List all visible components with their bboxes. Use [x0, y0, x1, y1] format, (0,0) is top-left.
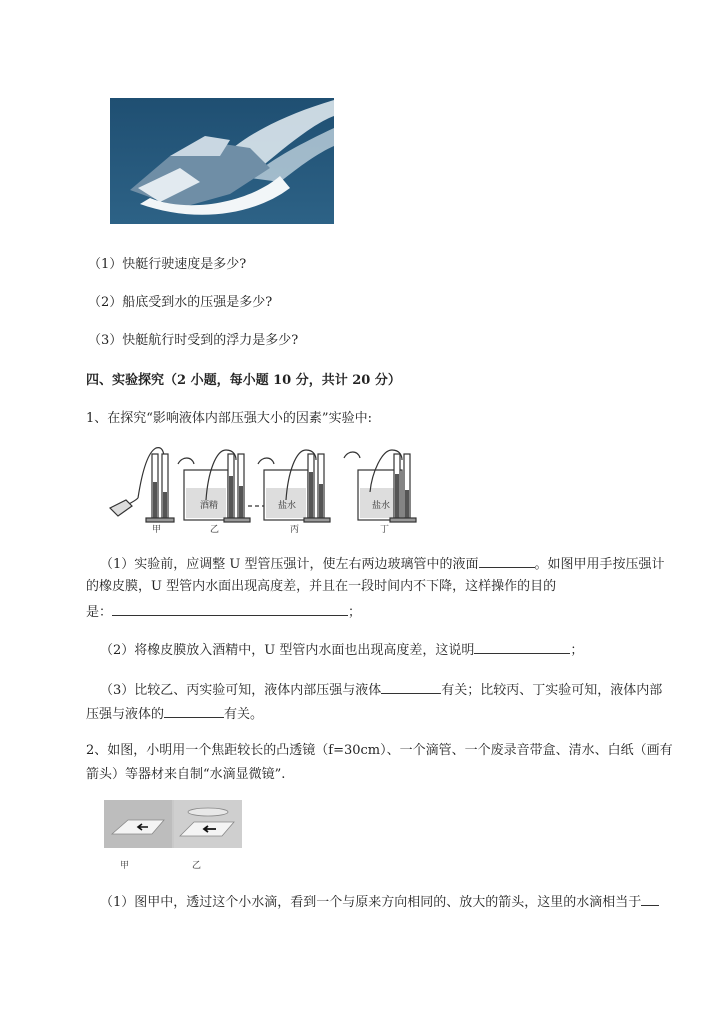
answer-blank[interactable]: [641, 892, 659, 906]
pressure-gauge-figure: [108, 442, 420, 535]
answer-blank[interactable]: [474, 640, 570, 654]
question-2-line1: 2、如图，小明用一个焦距较长的凸透镜（f=30cm）、一个滴管、一个废录音带盒、清水、白纸（画有: [86, 743, 673, 758]
subquestion-pressure: （2）船底受到水的压强是多少?: [88, 295, 273, 310]
q1-part1-line2: 的橡皮膜，U 型管内水面出现高度差，并且在一段时间内不下降，这样操作的目的: [86, 579, 557, 594]
subquestion-speed: （1）快艇行驶速度是多少?: [88, 257, 247, 272]
water-drop-figure: [104, 800, 242, 848]
answer-blank[interactable]: [381, 680, 441, 694]
question-2-line2: 箭头）等器材来自制“水滴显微镜”.: [86, 767, 286, 782]
figure-label-bing: 丙: [290, 525, 300, 535]
q1-part3-line1: （3）比较乙、丙实验可知，液体内部压强与液体 有关；比较丙、丁实验可知，液体内部: [100, 680, 700, 700]
beaker-label-yi: 酒精: [200, 501, 219, 511]
figure-label-jia: 甲: [152, 525, 162, 535]
speedboat-photo: [110, 98, 334, 224]
figure2-label-yi: 乙: [192, 861, 202, 871]
beaker-label-ding: 盐水: [372, 501, 391, 511]
q2-part1: （1）图甲中，透过这个小水滴，看到一个与原来方向相同的、放大的箭头，这里的水滴相当于: [100, 892, 700, 912]
q1-part2: （2）将橡皮膜放入酒精中，U 型管内水面也出现高度差，这说明 ；: [100, 640, 700, 660]
question-1-intro: 1、在探究“影响液体内部压强大小的因素”实验中:: [86, 411, 372, 426]
figure-label-yi: 乙: [210, 525, 220, 535]
answer-blank[interactable]: [112, 602, 348, 616]
subquestion-buoyancy: （3）快艇航行时受到的浮力是多少?: [88, 333, 299, 348]
answer-blank[interactable]: [164, 704, 224, 718]
figure2-label-jia: 甲: [120, 861, 130, 871]
beaker-label-bing: 盐水: [278, 501, 297, 511]
q1-part1-line1: （1）实验前，应调整 U 型管压强计，使左右两边玻璃管中的液面 。如图甲用手按压强计: [100, 554, 700, 574]
q1-part1-line3: 是： ；: [86, 602, 686, 622]
answer-blank[interactable]: [479, 554, 535, 568]
figure-label-ding: 丁: [380, 525, 390, 535]
section-heading: 四、实验探究（2 小题，每小题 10 分，共计 20 分）: [86, 373, 401, 388]
q1-part3-line2: 压强与液体的 有关。: [86, 704, 686, 724]
